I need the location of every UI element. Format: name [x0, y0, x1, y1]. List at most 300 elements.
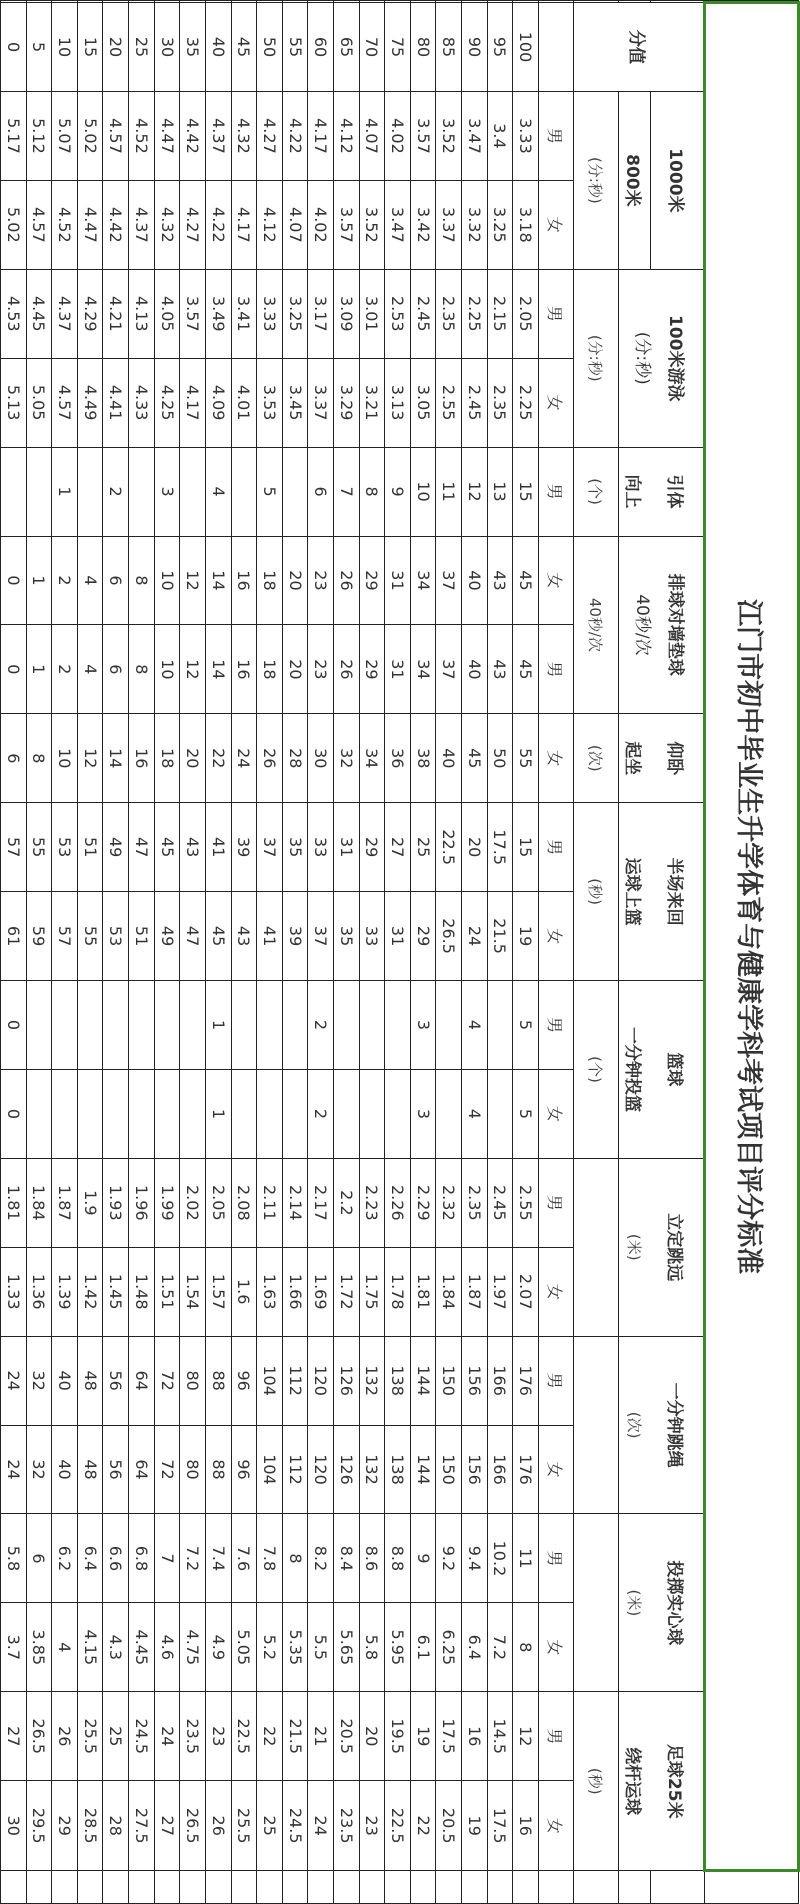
- table-cell: [257, 1069, 283, 1158]
- table-cell: [103, 1069, 129, 1158]
- table-cell: 4.07: [359, 91, 385, 180]
- table-cell: 53: [52, 803, 78, 892]
- table-cell: 25: [257, 1781, 283, 1871]
- table-cell: 3.52: [359, 180, 385, 269]
- table-cell: 3.53: [257, 358, 283, 447]
- table-cell: 9: [385, 447, 411, 536]
- table-cell: 138: [385, 1336, 411, 1425]
- table-cell: 3.57: [180, 269, 206, 358]
- table-cell: 5.35: [282, 1603, 308, 1692]
- table-cell: 13: [487, 447, 513, 536]
- table-cell: 12: [180, 625, 206, 714]
- table-cell: 4.75: [180, 1603, 206, 1692]
- table-cell: 2.05: [205, 1158, 231, 1247]
- edge-cell: [1, 1871, 27, 1904]
- score-cell: 25: [129, 3, 155, 92]
- table-cell: [129, 981, 155, 1070]
- table-cell: 39: [231, 803, 257, 892]
- table-cell: 34: [410, 625, 436, 714]
- table-cell: 144: [410, 1425, 436, 1514]
- table-cell: 4.05: [154, 269, 180, 358]
- table-row: [103, 1, 129, 1904]
- table-cell: 5.8: [359, 1603, 385, 1692]
- table-cell: 41: [257, 892, 283, 981]
- table-cell: [129, 447, 155, 536]
- table-cell: 33: [308, 803, 334, 892]
- table-cell: 2: [308, 1069, 334, 1158]
- pullup-header-b: 向上: [618, 447, 651, 536]
- table-cell: 2.26: [385, 1158, 411, 1247]
- table-cell: 4.21: [103, 269, 129, 358]
- table-cell: 2.35: [436, 269, 462, 358]
- table-cell: 3.17: [308, 269, 334, 358]
- table-cell: 3.47: [385, 180, 411, 269]
- table-cell: [1, 447, 27, 536]
- table-cell: 17.5: [436, 1692, 462, 1781]
- table-cell: 1: [26, 625, 52, 714]
- table-cell: 4: [52, 1603, 78, 1692]
- table-cell: 4.47: [154, 91, 180, 180]
- table-cell: 34: [359, 714, 385, 803]
- male-label: 男: [538, 269, 573, 358]
- table-row: [129, 1, 155, 1904]
- table-cell: [231, 981, 257, 1070]
- table-cell: 3.57: [410, 91, 436, 180]
- table-cell: 6.2: [52, 1514, 78, 1603]
- table-cell: 4.42: [103, 180, 129, 269]
- table-cell: 22.5: [436, 803, 462, 892]
- table-cell: 2.2: [333, 1158, 359, 1247]
- score-cell: 10: [52, 3, 78, 92]
- table-cell: 45: [154, 803, 180, 892]
- table-cell: 7: [154, 1514, 180, 1603]
- table-row: [1, 1, 27, 1904]
- table-cell: 126: [333, 1425, 359, 1514]
- table-cell: 2: [52, 625, 78, 714]
- table-cell: 80: [180, 1336, 206, 1425]
- table-cell: 8.2: [308, 1514, 334, 1603]
- table-cell: 37: [436, 536, 462, 625]
- table-cell: 29: [359, 625, 385, 714]
- table-cell: 4.37: [129, 180, 155, 269]
- table-cell: 12: [77, 714, 103, 803]
- table-cell: 24: [1, 1425, 27, 1514]
- table-row: [513, 1, 539, 1904]
- table-cell: 96: [231, 1336, 257, 1425]
- edge-cell: [410, 1871, 436, 1904]
- table-cell: 18: [257, 625, 283, 714]
- table-cell: 10: [52, 714, 78, 803]
- table-cell: 28: [103, 1781, 129, 1871]
- edge-cell: [205, 1871, 231, 1904]
- table-cell: 12: [180, 536, 206, 625]
- ball-header: 投掷实心球: [651, 1514, 704, 1692]
- edge-cell: [282, 1871, 308, 1904]
- table-cell: 23: [205, 1692, 231, 1781]
- table-cell: 5.02: [77, 91, 103, 180]
- table-cell: 3.7: [1, 1603, 27, 1692]
- table-cell: 4.17: [308, 91, 334, 180]
- table-cell: 14: [205, 625, 231, 714]
- table-cell: 1.45: [103, 1247, 129, 1336]
- table-cell: 1.66: [282, 1247, 308, 1336]
- jump-unit: (米): [618, 1158, 651, 1336]
- table-cell: 26: [333, 625, 359, 714]
- table-cell: 8: [282, 1514, 308, 1603]
- table-cell: 3.29: [333, 358, 359, 447]
- table-cell: 3: [410, 981, 436, 1070]
- table-cell: [77, 447, 103, 536]
- table-cell: 2.11: [257, 1158, 283, 1247]
- table-cell: [359, 981, 385, 1070]
- table-cell: [436, 1069, 462, 1158]
- table-cell: 35: [282, 803, 308, 892]
- table-cell: 26.5: [180, 1781, 206, 1871]
- table-cell: 59: [26, 892, 52, 981]
- table-cell: 5.05: [26, 358, 52, 447]
- table-cell: 1.96: [129, 1158, 155, 1247]
- table-cell: 32: [26, 1336, 52, 1425]
- situp-header-a: 仰卧: [651, 714, 704, 803]
- table-cell: 6: [103, 625, 129, 714]
- edge-cell: [436, 1871, 462, 1904]
- table-cell: 4: [77, 536, 103, 625]
- edge-cell: [333, 1871, 359, 1904]
- table-cell: 27: [154, 1781, 180, 1871]
- score-cell: 65: [333, 3, 359, 92]
- score-cell: 55: [282, 3, 308, 92]
- pullup-unit: (个): [573, 447, 618, 536]
- table-cell: 4.3: [103, 1603, 129, 1692]
- volley-unit-row: 40秒/次: [573, 536, 618, 714]
- table-cell: 7.4: [205, 1514, 231, 1603]
- table-cell: 29: [359, 536, 385, 625]
- table-cell: [103, 981, 129, 1070]
- score-cell: 15: [77, 3, 103, 92]
- table-cell: 2.25: [462, 269, 488, 358]
- table-cell: 5.05: [231, 1603, 257, 1692]
- table-cell: 3.32: [462, 180, 488, 269]
- table-cell: 8.8: [385, 1514, 411, 1603]
- table-cell: [436, 981, 462, 1070]
- table-cell: 0: [1, 1069, 27, 1158]
- table-cell: 2.17: [308, 1158, 334, 1247]
- table-cell: 31: [385, 625, 411, 714]
- table-cell: 64: [129, 1336, 155, 1425]
- table-cell: 56: [103, 1425, 129, 1514]
- table-cell: [26, 1069, 52, 1158]
- table-row: [52, 1, 78, 1904]
- table-cell: 0: [1, 536, 27, 625]
- table-cell: 132: [359, 1425, 385, 1514]
- edge-cell: [180, 1871, 206, 1904]
- table-cell: [26, 447, 52, 536]
- table-cell: 4.45: [129, 1603, 155, 1692]
- table-cell: 3.33: [513, 91, 539, 180]
- female-label: 女: [538, 714, 573, 803]
- table-cell: 40: [52, 1425, 78, 1514]
- table-row: [205, 1, 231, 1904]
- table-cell: [129, 1069, 155, 1158]
- table-cell: 26: [205, 1781, 231, 1871]
- score-cell: 80: [410, 3, 436, 92]
- male-label: 男: [538, 447, 573, 536]
- score-cell: 50: [257, 3, 283, 92]
- edge-cell: [462, 1871, 488, 1904]
- table-cell: 40: [52, 1336, 78, 1425]
- table-cell: 5: [513, 1069, 539, 1158]
- edge-cell: [77, 1871, 103, 1904]
- table-cell: 38: [410, 714, 436, 803]
- ball-unit-row: [573, 1514, 618, 1692]
- situp-unit: (次): [573, 714, 618, 803]
- table-cell: 3.33: [257, 269, 283, 358]
- table-cell: [52, 1069, 78, 1158]
- table-cell: 6: [1, 714, 27, 803]
- table-cell: 80: [180, 1425, 206, 1514]
- table-cell: 4.17: [231, 180, 257, 269]
- table-cell: 40: [462, 625, 488, 714]
- table-cell: 55: [77, 892, 103, 981]
- table-cell: 10: [154, 536, 180, 625]
- table-cell: [257, 981, 283, 1070]
- table-cell: 4.41: [103, 358, 129, 447]
- table-cell: 2: [308, 981, 334, 1070]
- table-cell: 49: [103, 803, 129, 892]
- table-cell: 14: [205, 536, 231, 625]
- edge-cell: [487, 1871, 513, 1904]
- table-row: [333, 1, 359, 1904]
- table-cell: 2: [103, 447, 129, 536]
- table-cell: 1.9: [77, 1158, 103, 1247]
- table-cell: 3: [154, 447, 180, 536]
- table-cell: 8: [129, 625, 155, 714]
- table-cell: 3.85: [26, 1603, 52, 1692]
- table-cell: 8: [26, 714, 52, 803]
- table-cell: 22.5: [385, 1781, 411, 1871]
- table-cell: 4.22: [205, 180, 231, 269]
- table-cell: 29: [410, 892, 436, 981]
- table-cell: 11: [513, 1514, 539, 1603]
- male-label: 男: [538, 1514, 573, 1603]
- score-cell: 100: [513, 3, 539, 92]
- table-cell: 41: [205, 803, 231, 892]
- table-cell: 16: [231, 536, 257, 625]
- table-cell: 1: [205, 981, 231, 1070]
- table-cell: 30: [308, 714, 334, 803]
- table-cell: [385, 1069, 411, 1158]
- male-label: 男: [538, 803, 573, 892]
- table-cell: 1.36: [26, 1247, 52, 1336]
- table-cell: 4.12: [333, 91, 359, 180]
- table-cell: 24: [1, 1336, 27, 1425]
- table-cell: 61: [1, 892, 27, 981]
- male-label: 男: [538, 1158, 573, 1247]
- table-cell: 104: [257, 1425, 283, 1514]
- swim-unit: (分:秒): [631, 331, 652, 385]
- dribble-header-b: 运球上篮: [618, 803, 651, 981]
- table-cell: 4.15: [77, 1603, 103, 1692]
- edge-cell: [52, 1871, 78, 1904]
- table-cell: [180, 1069, 206, 1158]
- shoot-header-b: 一分钟投篮: [618, 981, 651, 1159]
- table-cell: 47: [180, 892, 206, 981]
- table-cell: 25.5: [77, 1692, 103, 1781]
- table-cell: 4: [205, 447, 231, 536]
- table-cell: 45: [462, 714, 488, 803]
- table-cell: 32: [26, 1425, 52, 1514]
- table-cell: 27: [385, 803, 411, 892]
- table-cell: 4.22: [282, 91, 308, 180]
- table-cell: [282, 447, 308, 536]
- female-label: 女: [538, 1603, 573, 1692]
- table-cell: 4.02: [308, 180, 334, 269]
- table-cell: 10: [410, 447, 436, 536]
- shoot-header-a: 篮球: [651, 981, 704, 1159]
- table-cell: 49: [154, 892, 180, 981]
- table-cell: [154, 981, 180, 1070]
- table-cell: 138: [385, 1425, 411, 1514]
- table-cell: 5.13: [1, 358, 27, 447]
- table-cell: 23: [308, 536, 334, 625]
- table-cell: 37: [257, 803, 283, 892]
- edge-cell: [231, 1871, 257, 1904]
- table-cell: 1.84: [26, 1158, 52, 1247]
- table-cell: 57: [1, 803, 27, 892]
- table-cell: 1.87: [462, 1247, 488, 1336]
- table-cell: 48: [77, 1425, 103, 1514]
- table-cell: 1.84: [436, 1247, 462, 1336]
- table-cell: 3.49: [205, 269, 231, 358]
- table-cell: 4.6: [154, 1603, 180, 1692]
- table-cell: 4.57: [103, 91, 129, 180]
- table-cell: [385, 981, 411, 1070]
- table-cell: 5.17: [1, 91, 27, 180]
- rope-header: 一分钟跳绳: [651, 1336, 704, 1514]
- table-cell: 112: [282, 1425, 308, 1514]
- table-cell: 150: [436, 1336, 462, 1425]
- table-cell: 23.5: [180, 1692, 206, 1781]
- table-cell: 2.07: [513, 1247, 539, 1336]
- table-cell: [231, 1069, 257, 1158]
- score-gender-cell: [538, 3, 573, 92]
- pullup-header-a: 引体: [651, 447, 704, 536]
- table-cell: 1: [52, 447, 78, 536]
- table-cell: 4.57: [52, 358, 78, 447]
- table-cell: 2.45: [487, 1158, 513, 1247]
- table-cell: 2.55: [513, 1158, 539, 1247]
- table-cell: 47: [129, 803, 155, 892]
- table-row: [257, 1, 283, 1904]
- table-cell: 3.05: [410, 358, 436, 447]
- table-cell: [77, 1069, 103, 1158]
- table-cell: 19: [513, 892, 539, 981]
- table-cell: 4.01: [231, 358, 257, 447]
- edge-cell: [538, 1871, 573, 1904]
- score-header: 分值: [573, 3, 704, 92]
- table-cell: 15: [513, 447, 539, 536]
- table-cell: 23.5: [333, 1781, 359, 1871]
- swim-unit-row: (分:秒): [573, 269, 618, 447]
- run-1000m-header: 1000米: [651, 91, 704, 269]
- table-cell: 16: [129, 714, 155, 803]
- table-cell: 17.5: [487, 1781, 513, 1871]
- run-800m-header: 800米: [618, 91, 651, 269]
- table-cell: 3.37: [308, 358, 334, 447]
- table-cell: 7.8: [257, 1514, 283, 1603]
- table-cell: 24: [154, 1692, 180, 1781]
- table-cell: 1.54: [180, 1247, 206, 1336]
- swim-title: 100米游泳: [664, 314, 685, 402]
- table-cell: 6.6: [103, 1514, 129, 1603]
- table-cell: 11: [436, 447, 462, 536]
- table-cell: 3.18: [513, 180, 539, 269]
- table-cell: 4.52: [52, 180, 78, 269]
- table-row: [359, 1, 385, 1904]
- male-label: 男: [538, 1336, 573, 1425]
- table-cell: 27.5: [129, 1781, 155, 1871]
- table-cell: 2.32: [436, 1158, 462, 1247]
- table-cell: 23: [359, 1781, 385, 1871]
- table-cell: 3.37: [436, 180, 462, 269]
- table-cell: 1.97: [487, 1247, 513, 1336]
- page-title: 江门市初中毕业生升学体育与健康学科考试项目评分标准: [704, 3, 798, 1871]
- score-cell: 45: [231, 3, 257, 92]
- table-row: [436, 1, 462, 1904]
- table-cell: 16: [462, 1692, 488, 1781]
- table-row: [26, 1, 52, 1904]
- table-cell: 21: [308, 1692, 334, 1781]
- score-cell: 20: [103, 3, 129, 92]
- score-cell: 0: [1, 3, 27, 92]
- score-cell: 70: [359, 3, 385, 92]
- table-cell: 4.32: [231, 91, 257, 180]
- table-cell: 4.47: [77, 180, 103, 269]
- table-cell: 34: [410, 536, 436, 625]
- table-cell: 12: [513, 1692, 539, 1781]
- dribble-header-a: 半场来回: [651, 803, 704, 981]
- table-cell: 4.09: [205, 358, 231, 447]
- table-cell: 29: [359, 803, 385, 892]
- volley-unit: 40秒/次: [631, 594, 652, 656]
- table-cell: 5.8: [1, 1514, 27, 1603]
- table-cell: 88: [205, 1336, 231, 1425]
- table-cell: 43: [487, 625, 513, 714]
- table-cell: 6.25: [436, 1603, 462, 1692]
- male-label: 男: [538, 625, 573, 714]
- edge-cell: [26, 1871, 52, 1904]
- table-cell: [333, 981, 359, 1070]
- score-cell: 5: [26, 3, 52, 92]
- table-cell: 26: [52, 1692, 78, 1781]
- table-row: [77, 1, 103, 1904]
- table-cell: 45: [513, 625, 539, 714]
- soccer-header-a: 足球25米: [651, 1692, 704, 1871]
- table-cell: 26: [257, 714, 283, 803]
- table-cell: 36: [385, 714, 411, 803]
- table-cell: 104: [257, 1336, 283, 1425]
- soccer-header-b: 绕杆运球: [618, 1692, 651, 1871]
- table-cell: 40: [462, 536, 488, 625]
- table-cell: 4: [462, 1069, 488, 1158]
- table-cell: 18: [154, 714, 180, 803]
- table-cell: 7: [333, 447, 359, 536]
- table-cell: 1.51: [154, 1247, 180, 1336]
- table-cell: 10: [154, 625, 180, 714]
- table-cell: 51: [129, 892, 155, 981]
- table-cell: 150: [436, 1425, 462, 1514]
- table-cell: 1.87: [52, 1158, 78, 1247]
